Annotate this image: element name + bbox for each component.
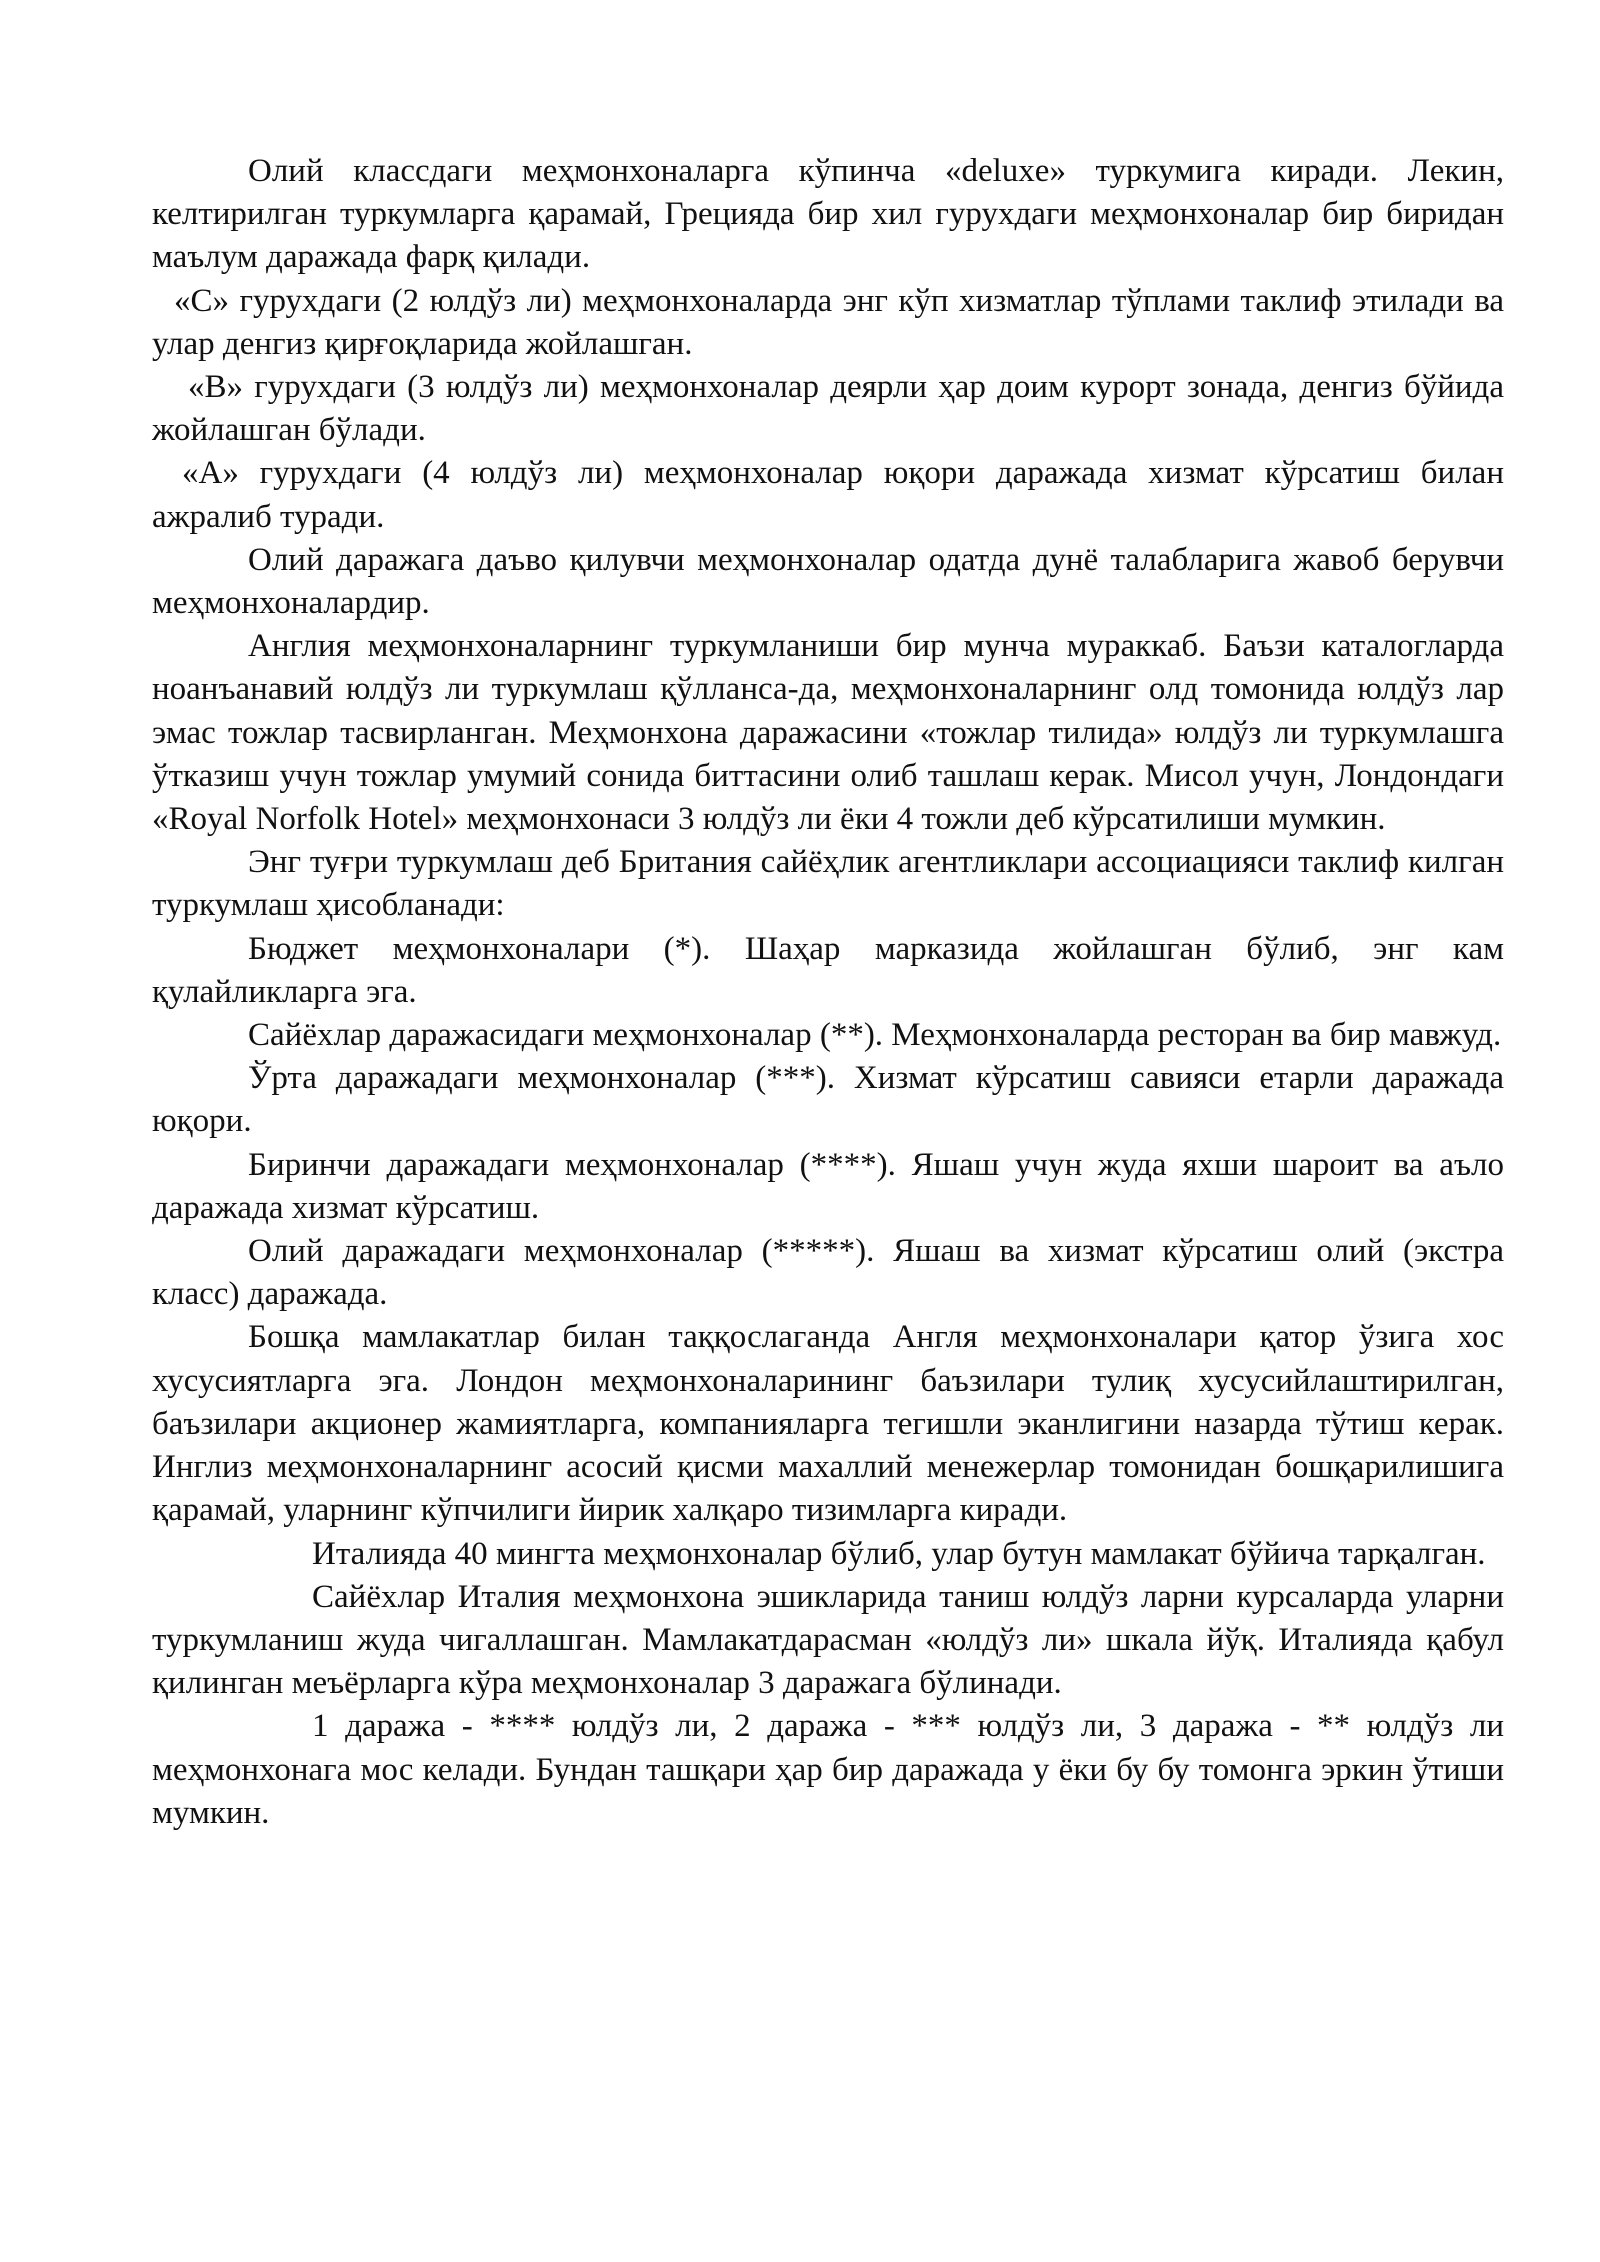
paragraph-group-b: «В» гурухдаги (3 юлдўз ли) меҳмонхоналар деярли ҳар доим курорт зонада, денгиз бўйида жойлашган бўлади. bbox=[152, 369, 1504, 449]
paragraph-group-c: «С» гурухдаги (2 юлдўз ли) меҳмонхоналарда энг кўп хизматлар тўплами таклиф этилади ва улар денгиз қирғоқларида жойлашган. bbox=[152, 282, 1504, 362]
document-page bbox=[152, 150, 1504, 1835]
paragraph-italy-levels: 1 даража - **** юлдўз ли, 2 даража - *** юлдўз ли, 3 даража - ** юлдўз ли меҳмонхонага мос келади. Бундан ташқари ҳар бир даражада у ёки бу бу томонга эркин ўтиши мумкин. bbox=[152, 1708, 1504, 1831]
paragraph-group-a: «А» гурухдаги (4 юлдўз ли) меҳмонхоналар юқори даражада хизмат кўрсатиш билан ажралиб туради. bbox=[152, 455, 1504, 535]
paragraph-england-classification: Англия меҳмонхоналарнинг туркумланиши бир мунча мураккаб. Баъзи каталогларда ноанъанавий юлдўз ли туркумлаш қўлланса-да, меҳмонхоналарнинг олд томонида юлдўз лар эмас тожлар тасвирланган. Меҳмонхона даражасини «тожлар тилида» юлдўз ли туркумлашга ўтказиш учун тожлар умумий сонида биттасини олиб ташлаш керак. Мисол учун, Лондондаги «Royal Norfolk Hotel» меҳмонхонаси 3 юлдўз ли ёки 4 тожли деб кўрсатилиши мумкин. bbox=[152, 628, 1504, 838]
paragraph-top-level: Олий даражага даъво қилувчи меҳмонхоналар одатда дунё талабларига жавоб берувчи меҳмонхоналардир. bbox=[152, 541, 1504, 622]
paragraph-deluxe-intro: Олий классдаги меҳмонхоналарга кўпинча «deluxe» туркумига киради. Лекин, келтирилган туркумларга қарамай, Грецияда бир хил гурухдаги меҳмонхоналар бир биридан маълум даражада фарқ қилади. bbox=[152, 153, 1504, 276]
paragraph-british-association: Энг туғри туркумлаш деб Британия сайёҳлик агентликлари ассоциацияси таклиф килган туркумлаш ҳисобланади: bbox=[152, 844, 1504, 924]
paragraph-italy-count: Италияда 40 мингта меҳмонхоналар бўлиб, улар бутун мамлакат бўйича тарқалган. bbox=[312, 1535, 1486, 1572]
paragraph-budget-hotels: Бюджет меҳмонхоналари (*). Шаҳар марказида жойлашган бўлиб, энг кам қулайликларга эга. bbox=[152, 930, 1504, 1010]
paragraph-tourist-hotels: Сайёхлар даражасидаги меҳмонхоналар (**). Меҳмонхоналарда ресторан ва бир мавжуд. bbox=[248, 1017, 1502, 1054]
paragraph-first-class-hotels: Биринчи даражадаги меҳмонхоналар (****). Яшаш учун жуда яхши шароит ва аъло даражада хизмат кўрсатиш. bbox=[152, 1146, 1504, 1226]
paragraph-luxury-hotels: Олий даражадаги меҳмонхоналар (*****). Яшаш ва хизмат кўрсатиш олий (экстра класс) даражада. bbox=[152, 1233, 1504, 1313]
paragraph-middle-hotels: Ўрта даражадаги меҳмонхоналар (***). Хизмат кўрсатиш савияси етарли даражада юқори. bbox=[152, 1060, 1504, 1140]
paragraph-england-features: Бошқа мамлакатлар билан таққослаганда Англя меҳмонхоналари қатор ўзига хос хусусиятларга эга. Лондон меҳмонхоналарининг баъзилари тулиқ хусусийлаштирилган, баъзилари акционер жамиятларга, компанияларга тегишли эканлигини назарда тўтиш керак. Инглиз меҳмонхоналарнинг асосий қисми махаллий менежерлар томонидан бошқарилишига қарамай, уларнинг кўпчилиги йирик халқаро тизимларга киради. bbox=[152, 1319, 1504, 1529]
paragraph-italy-classification: Сайёхлар Италия меҳмонхона эшикларида таниш юлдўз ларни курсаларда уларни туркумланиш жуда чигаллашган. Мамлакатдарасман «юлдўз ли» шкала йўқ. Италияда қабул қилинган меъёрларга кўра меҳмонхоналар 3 даражага бўлинади. bbox=[152, 1578, 1504, 1702]
